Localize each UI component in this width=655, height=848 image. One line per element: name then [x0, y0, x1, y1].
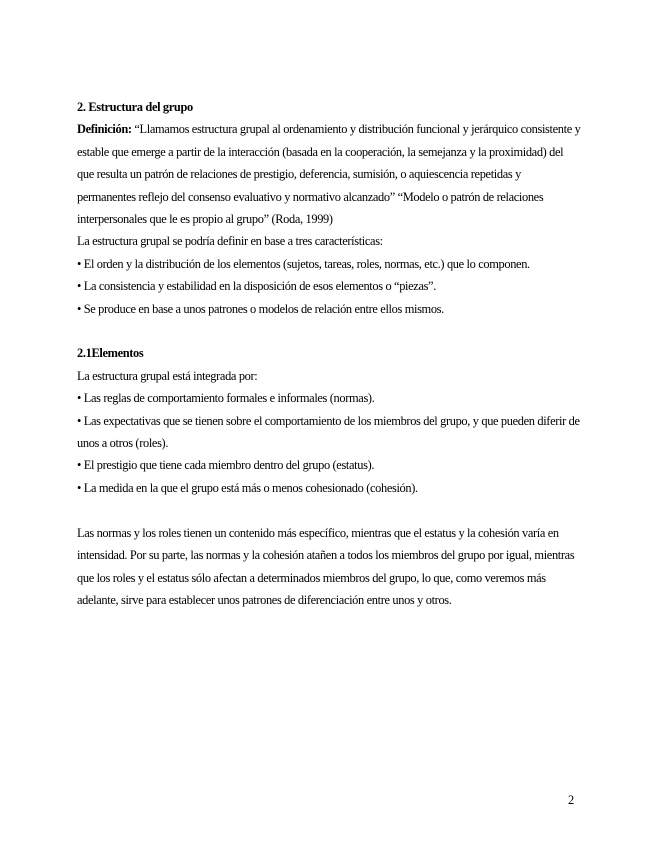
elements-intro: La estructura grupal está integrada por:	[77, 368, 258, 383]
definition-text: “Llamamos estructura grupal al ordenamiento y distribución funcional y jerárquico consistente y estable que emerge a partir de la interacción (basada en la cooperación, la semejanza y la proximidad) del que resulta un patrón de relaciones de prestigio, deferencia, sumisión, o aquiescencia repetidas y permanentes reflejo del consenso evaluativo y normativo alcanzado” “Modelo o patrón de relaciones interpersonales que le es propio al grupo” (Roda, 1999)	[77, 122, 581, 227]
blank-line	[77, 499, 582, 521]
definition-label: Definición:	[77, 122, 132, 137]
element-item: • La medida en la que el grupo está más o menos cohesionado (cohesión).	[77, 480, 418, 495]
definition-paragraph	[77, 118, 582, 230]
element-item: • El prestigio que tiene cada miembro dentro del grupo (estatus).	[77, 458, 375, 473]
page-content	[77, 96, 582, 611]
blank-line	[77, 320, 582, 342]
characteristics-intro: La estructura grupal se podría definir en base a tres características:	[77, 234, 383, 249]
section-title: 2. Estructura del grupo	[77, 100, 193, 114]
closing-paragraph: Las normas y los roles tienen un contenido más específico, mientras que el estatus y la cohesión varía en intensidad. Por su parte, las normas y la cohesión atañen a todos los miembros del grupo por igual, mientras que los roles y el estatus sólo afectan a determinados miembros del grupo, lo que, como veremos más adelante, sirve para establecer unos patrones de diferenciación entre unos y otros.	[77, 525, 575, 607]
page-number: 2	[568, 793, 575, 807]
characteristic-item: • La consistencia y estabilidad en la disposición de esos elementos o “piezas”.	[77, 279, 436, 294]
element-item: • Las reglas de comportamiento formales e informales (normas).	[77, 391, 375, 406]
subsection-title: 2.1Elementos	[77, 346, 144, 361]
characteristic-item: • El orden y la distribución de los elementos (sujetos, tareas, roles, normas, etc.) que lo componen.	[77, 256, 530, 271]
characteristic-item: • Se produce en base a unos patrones o modelos de relación entre ellos mismos.	[77, 301, 444, 316]
element-item: • Las expectativas que se tienen sobre el comportamiento de los miembros del grupo, y que pueden diferir de unos a otros (roles).	[77, 413, 580, 451]
